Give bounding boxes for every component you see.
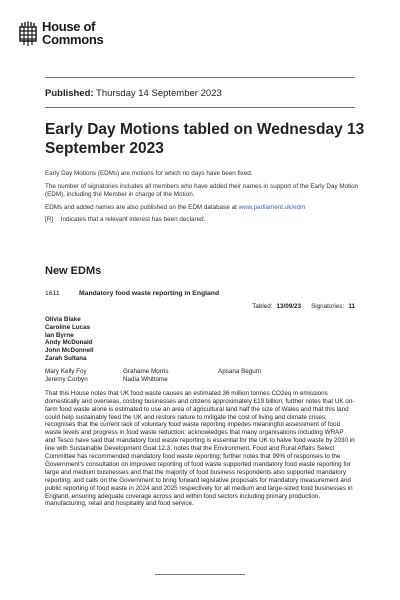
logo-line-2: Commons — [42, 32, 104, 47]
sponsor-name: Andy McDonald — [45, 339, 93, 347]
portcullis-icon — [18, 21, 38, 47]
sponsor-name: Caroline Lucas — [45, 323, 91, 331]
edm-heading — [45, 290, 355, 297]
footer-divider — [155, 574, 245, 575]
intro-paragraph-3 — [45, 204, 365, 213]
published-label: Published: — [45, 88, 94, 99]
sponsor-name: John McDonnell — [45, 347, 94, 355]
supporter-name: Mary Kelly Foy — [45, 367, 87, 375]
tabled-date: 13/09/23 — [276, 303, 302, 310]
signatories-count: 11 — [348, 303, 355, 310]
edm-number: 1611 — [45, 290, 60, 297]
edm-entry — [45, 290, 355, 508]
section-title-new-edms: New EDMs — [45, 265, 102, 277]
signatories-label: Signatories: — [311, 303, 345, 310]
supporter-name: Grahame Morris — [123, 367, 169, 375]
tabled-label: Tabled: — [252, 303, 273, 310]
page-title: Early Day Motions tabled on Wednesday 13 September 2023 — [45, 121, 365, 157]
supporter-name — [218, 376, 298, 384]
supporter-name: Apsana Begum — [218, 367, 262, 375]
sponsor-name: Ian Byrne — [45, 331, 74, 339]
logo-line-1: House of — [42, 19, 96, 34]
edm-tabled-line — [45, 303, 355, 311]
house-of-commons-logo — [18, 20, 103, 47]
sponsor-name: Olivia Blake — [45, 316, 81, 323]
sponsor-list — [45, 316, 355, 363]
published-line — [45, 88, 222, 99]
interest-note: Indicates that a relevant interest has been declared. — [60, 216, 206, 224]
edm-database-text: EDMs and added names are also published on the EDM database at — [45, 203, 237, 211]
edm-motion-text: That this House notes that UK food waste causes an estimated 36 million tonnes CO2eq in emissions domestically and overseas, costing businesses and citizens approximately £19 billion; further notes that UK on-farm food waste alone is estimated to use an area of agricultural land half the size of Wales and that this land could help sustainably feed the UK and restore nature to mitigate the cost of living and climate crises; recognises that the current lack of voluntary food waste reporting impedes meaningful assessment of food waste levels and progress in food waste reduction; acknowledges that many organisations including WRAP and Tesco have said that mandatory food waste reporting is essential for the UK to halve food waste by 2030 in line with Sustainable Development Goal 12.3; notes that the Environment, Food and Rural Affairs Select Committee has recommended mandatory food waste reporting; further notes that 99% of responses to the Government's consultation on improved reporting of food waste supported mandatory food waste reporting for large and medium businesses and that the majority of food business respondents also supported mandatory reporting; and calls on the Government to bring forward legislative proposals for mandatory measurement and public reporting of food waste in 2024 and 2025 respectively for all medium and large-sized food businesses in England, ensuring adequate coverage across and within food sectors including primary production, manufacturing, retail and hospitality and food service. — [45, 389, 355, 508]
edm-database-link[interactable]: www.parliament.uk/edm — [238, 203, 306, 211]
intro-paragraph-1: Early Day Motions (EDMs) are motions for which no days have been fixed. — [45, 170, 253, 177]
interest-flag: [R] — [45, 216, 54, 224]
edm-title: Mandatory food waste reporting in England — [79, 290, 220, 297]
supporter-name: Nadia Whittome — [123, 375, 168, 383]
intro-paragraph-4 — [45, 216, 365, 225]
intro-paragraph-2: The number of signatories includes all members who have added their names in support of the Early Day Motion (EDM), including the Member in charge of the Motion. — [45, 182, 359, 199]
supporter-name: Jeremy Corbyn — [45, 375, 88, 383]
published-date: Thursday 14 September 2023 — [96, 88, 222, 99]
header-divider-bottom — [45, 107, 355, 108]
intro-notes — [45, 170, 365, 229]
sponsor-name: Zarah Sultana — [45, 354, 87, 362]
header-divider-top — [45, 77, 355, 78]
supporter-list — [45, 368, 355, 384]
